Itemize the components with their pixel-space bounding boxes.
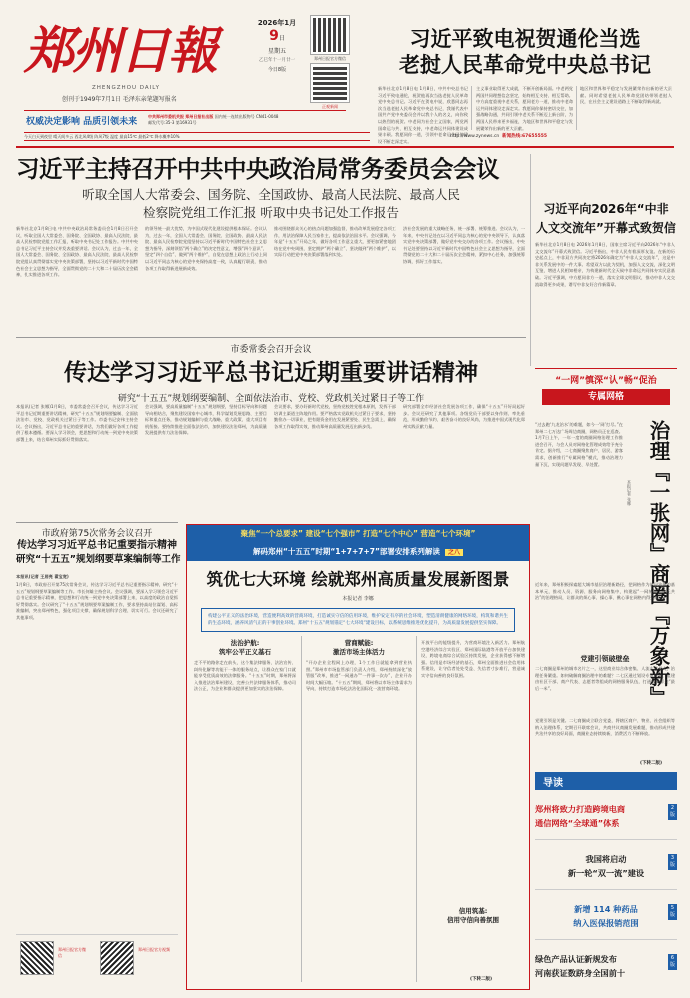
feature-banner-line2: 解码郑州“十五五”时期“1+7+7+7”部署安排系列解读 [252,547,440,556]
feature-intro: 构建公平正义的法治环境，营造便利高效的营商环境，打造诚实守信的信用环境，维护安定有序的社会环境，塑造清朗健康的网络环境，构筑和谐共生的生态环境，涵养风清气正的干事创业环境。郑州“十五五”规划锚定“七大环境”建设目标，以系统思维推进优化提升，为高质量发展提供坚实保障。 [201,608,515,632]
feature-sec1-sub: 筑牢公平正义基石 [219,648,271,656]
side-title-line2[interactable]: 人文交流年”开幕式致贺信 [536,221,676,235]
issue-number: 第16931号 [175,119,197,125]
publisher-strip [148,114,348,125]
feature-title[interactable]: 筑优七大环境 绘就郑州高质量发展新图景 [206,570,510,589]
page-count: 今日8版 [267,67,287,73]
guide-item-line2: 纳入医保报销范围 [573,918,639,928]
lead-col1: 新华社北京1月8日电 中共中央政治局常务委员会1月8日召开会议，听取全国人大常委会、国务院、全国政协、最高人民法院、最高人民检察院党组工作汇报，听取中央书记处工作报告。中共中央总书记习近平主持会议并发表重要讲话。会议认为，过去一年，全国人大常委会、国务院、全国政协、最高人民法院、最高人民检察院党组认真贯彻落实党中央决策部署，坚持以习近平新时代中国特色社会主义思想为指导，全面贯彻党的二十大和二十届历次全会精神，扎实推进各项工作。 [16,226,138,278]
column-party-sub: 党建引领破壁垒 [580,655,630,663]
side-story [535,200,677,238]
date-day: 9 [269,28,279,44]
feature-sec1-head [194,638,296,656]
gov-kicker: 市政府第75次常务会议召开 [41,529,153,539]
feature-sec2-title: 营商赋能: [344,639,374,647]
feature-more[interactable]: (下转二版) [470,977,493,982]
founded-line: 创刊于1949年7月1日 毛泽东亲笔题写报名 [62,96,177,103]
feature-banner-line1: 聚焦“一个总要求” 建设“七个强市” 打造“七个中心” 营造“七个环境” [240,529,476,538]
column-header [535,368,677,418]
weekday: 星期五 [267,48,286,55]
gov-byline: 本报讯(记者 王居亮 翟宝宽) [16,574,69,579]
guide-item-line1: 我国将启动 [585,854,627,864]
date-block [247,18,307,73]
qr-code-wechat[interactable] [311,16,349,54]
guide-item[interactable] [535,946,677,990]
lunar-date: 乙巳年十一月廿一 [259,58,295,63]
gov-title-line1[interactable]: 传达学习习近平总书记重要指示精神 [17,540,177,551]
column-tag: 专属网格 [542,389,670,405]
gov-qr-box [16,934,178,986]
side-story-body: 新华社北京1月8日电 2026年1月8日，国家主席习近平向2026年“中非人文交流年”开幕式致贺信。习近平指出，中非人民有着深厚友谊。在新的历史起点上，中非双方共同决定将2026年确定为“中非人文交流年”，这是中非关系发展中的一件大事。希望双方以此为契机，加强人文交流，深化文明互鉴，增进人民相知相亲，为构建新时代全天候中非命运共同体夯实民意基础。习近平强调，中方愿同非方一道，落实全球文明倡议，推动中非人文交流取得更多成果，谱写中非友好合作新篇章。 [535,242,675,287]
lead-subtitle-line1: 听取全国人大常委会、国务院、全国政协、最高人民法院、最高人民 [82,187,460,202]
guide-page-badge: 5 版 [669,905,675,918]
qr-code-zhengguan[interactable] [311,64,349,102]
meeting-story [16,342,526,404]
feature-banner-tag: 之八 [445,549,463,556]
logo-en: ZHENGZHOU DAILY [92,85,160,91]
qr-label-wechat: 郑州日报官方微信 [314,56,346,61]
weather-strip [24,132,370,141]
feature-sec3-title: 信用筑基: [458,907,488,915]
feature-banner [187,525,529,561]
guide-item[interactable] [535,846,677,890]
gov-qr-video[interactable] [100,941,134,975]
guide-item[interactable] [535,896,677,940]
column-body-1: “过去跑‘九龙治水’的难题，如今一‘网’打尽。”在郑州二七万达广场周边商圈，网格员正在巡查。1月7日上午，一年一度的商圈网格治理工作推进会召开，与会人员对网格化管理成效给予充分肯定。据介绍，二七商圈聚焦商户、居民、游客需求，创新推行“专属网格”模式，推动治理力量下沉，实现问题早发现、早处置。 [535,422,623,467]
logo-text: 郑州日報 [24,21,216,80]
lead-col4: 济社会发展的重大战略任务，统一部署、统筹推进。会议认为，一年来，中央书记处在以习近平同志为核心的党中央领导下，认真落实党中央决策部署，做好党中央交办的各项工作。会议指出，中央书记处要坚持以习近平新时代中国特色社会主义思想为指导，全面贯彻党的二十大和二十届历次全会精神，紧扣中心任务，加强统筹协调，抓好工作落实。 [403,226,525,264]
column-body-3: 二七商圈是郑州的城市名片之一，这里商业综合体密集、人流车流量大，治理任务繁重。如何破解商圈治理中的难题？二七区通过划设专属网格，组建由社区干部、商户代表、志愿者等组成的网格服务队伍，打通服务群众“最后一米”。 [535,666,675,691]
qr-label-zhengguan: 正观新闻 [322,104,338,109]
weather-text: 今天白天到夜里 晴天间多云 西北风4级 阵风7级 温度 最高15℃ 最低2℃ 降水概率10% [24,134,180,139]
guide-item-line2: 河南获证数跻身全国前十 [535,968,626,978]
top-story-col2: 主义事业取得更大成就，不断开创新局面。中老两党两国共同理想信念坚定，始终相互支持、相互帮助。中方高度重视中老关系，愿同老方一道，推动中老命运共同体建设走深走实。我愿同你保持密切交往，加强战略沟通，共同引领中老关系不断迈上新台阶，为两国人民带来更多福祉，为地区和世界和平稳定与发展繁荣作出新的更大贡献。 [476,86,573,131]
feature-sec3-head [421,906,525,924]
lead-story [16,152,526,222]
column-more[interactable]: (下转二版) [640,761,663,766]
gov-body: 1月8日，市政府召开第75次常务会议，传达学习习近平总书记重要指示精神，研究“十五五”规划纲要草案编制等工作。市长何雄主持会议。会议强调，要深入学习领会习近平总书记重要指示精神，把思想和行动统一到党中央决策部署上来，以高度的政治自觉抓好贯彻落实。会议研究了“十五五”规划纲要草案编制工作，要求坚持高站位谋划、高标准编制，突出郑州特色，强化项目支撑，确保规划科学合理、切实可行。会议还研究了其他事项。 [16,582,178,620]
feature-sec2-head [306,638,412,656]
lead-col2: 的领导统一最大优势，为中国式现代化建设提供根本保证。会议认为，过去一年，全国人大常委会、国务院、全国政协、最高人民法院、最高人民检察院党组坚持以习近平新时代中国特色社会主义思想为指导，深刻领悟“两个确立”的决定性意义，增强“四个意识”、坚定“四个自信”、做到“两个维护”，自觉在思想上政治上行动上同以习近平同志为核心的党中央保持高度一致，认真履行职责，推动各项工作取得新进展新成效。 [145,226,267,271]
column-body-2: 近年来，郑州积极探索超大城市基层治理新路径，把网格作为基层治理的基本单元，推动人员、资源、服务向网格集中，构建起“一网统管、多元共治”的治理格局，让群众的烦心事、操心事、揪心事在网格内得到解决。 [535,582,675,601]
meeting-col3: 会议要求，要办好新时代党校，坚持党校姓党根本原则，发挥干部培训主渠道主阵地作用。要严格落实党政机关过紧日子要求，坚持勤俭办一切事业，把有限资金用在发展紧要处、民生急需上，确保各项工作取得实效，推动郑州高质量发展迈出新步伐。 [274,404,396,429]
meeting-subtitle: 研究“十五五”规划纲要编制、全面依法治市、党校、党政机关过紧日子等工作 [117,394,425,404]
cn-number: 国内统一连续出版物号 CN41-0048 [214,114,279,119]
column-kicker: “一网”慎深“认”畅“促治 [555,376,657,386]
date-day-suffix: 日 [278,35,285,42]
meeting-kicker: 市委常委会召开会议 [230,345,312,355]
lead-subtitle-line2: 检察院党组工作汇报 听取中央书记处工作报告 [143,205,399,220]
guide-item-line2: 通信网络“全球通”体系 [535,818,620,828]
guide-item-line2: 新一轮“双一流”建设 [567,868,645,878]
top-story-title-line1[interactable]: 习近平致电祝贺通伦当选 [409,27,641,51]
gov-story [16,526,181,567]
gov-qr-wechat[interactable] [20,941,54,975]
side-title-line1[interactable]: 习近平向2026年“中非 [543,202,669,216]
guide-item-line1: 新增 114 种药品 [574,904,638,914]
feature-sec3-body: 开放平台的能级提升，为营商环境注入新活力。郑州航空港经济综合实验区、郑州国际陆港等开放平台加快建设，跨境电商综合试验区持续发展，企业获得感不断增强。信用是市场经济的基石，郑州全面推进社会信用体系建设，让守信者处处受益、失信者寸步难行，营造诚实守信向善的良好氛围。 [421,640,525,678]
date-year-month: 2026年1月 [257,19,297,27]
column-byline: 本报记者 张娜 [627,480,632,506]
hotline: 新闻热线:67655555 [502,134,548,139]
top-story-title-line2[interactable]: 老挝人民革命党中央总书记 [399,53,651,77]
website-link[interactable]: http://www.zynews.cn [450,134,500,139]
guide-title: 导读 [535,772,677,790]
feature-sec1-body: 走不平的路你走在前头，这个集法律服务、法治宣传、纠纷化解等功能于一体的服务站点，让群众在家门口就能享受优质高效的法律服务。“十五五”时期，郑州将深入推进法治郑州建设，完善公共法律服务体系，推动司法公正，为企业和群众提供更加坚实的法治保障。 [194,660,296,692]
guide-page-badge: 2 版 [669,805,675,818]
slogan: 权威决定影响 品质引领未来 [26,117,138,127]
column-body-4: 党建引领是关键。二七商圈成立联合党委，将辖区商户、物业、社会组织等纳入治理体系，定期召开联席会议，共商共议商圈发展难题，推动形成共建共治共享的良好局面，商圈业态持续焕新，消费活力不断释放。 [535,718,675,737]
meeting-title[interactable]: 传达学习习近平总书记近期重要讲话精神 [64,360,478,386]
guide-item-line1: 郑州将致力打造跨境电商 [535,804,626,814]
postal-code: 邮发代号:35-3 [148,119,175,125]
gov-qr-wechat-label: 郑州日报官方微信 [58,947,86,958]
feature-sec3-sub: 信用守信向善氛围 [447,916,499,924]
feature-byline: 本报记者 李娜 [342,596,374,602]
lead-col3: 推动围绕群众关心的热点问题加强监督，推动改革发展稳定各项工作，用法治保障人民当家作主，提高依法治国水平。会议强调，今年是“十五五”开局之年，做好各项工作意义重大，要更加紧密地团结在党中央周围，坚定拥护“两个确立”、坚决做到“两个维护”，以实际行动把党中央决策部署落到实处。 [274,226,396,258]
gov-qr-video-label: 郑州日报官方视频 [138,947,170,952]
publisher: 中共郑州市委机关报 郑州日报社出版 [148,114,214,119]
meeting-col1: 本报讯(记者 张娜)1月8日，市委常委会召开会议，传达学习习近平总书记近期重要讲话精神，研究“十五五”规划纲要编制、全面依法治市、党校、党政机关过紧日子等工作。市委书记安伟主持会议。会议指出，习近平总书记的重要讲话，为我们做好各项工作提供了根本遵循。要深入学习领会，把思想和行动统一到党中央决策部署上来，结合郑州实际抓好贯彻落实。 [16,404,138,442]
guide-item[interactable] [535,796,677,840]
guide-item-line1: 绿色产品认证新规发布 [535,954,617,964]
guide-panel [535,772,677,990]
feature-sec2-sub: 激活市场主体活力 [333,648,385,656]
lead-title[interactable]: 习近平主持召开中共中央政治局常务委员会会议 [16,155,499,183]
feature-sec1-title: 法治护航: [230,639,260,647]
meeting-col4: 研究部署全市经济社会发展各项工作，确保“十五五”开好局起好步。会议还研究了其他事项。各级党员干部要以身作则、率先垂范，形成勤俭节约、艰苦奋斗的良好风尚，为推进中国式现代化郑州实践贡献力量。 [403,404,525,429]
gov-title-line2[interactable]: 研究“十五五”规划纲要草案编制等工作 [16,554,181,565]
feature-sec2-body: “开办企业全程网上办理，1个工作日就能拿到营业执照。”郑州市市场监管部门负责人介绍，郑州持续深化“放管服”改革，推进“一网通办”“一件事一次办”，企业开办时间大幅压缩。“十五五”期间，郑州将以市场主体需求为导向，持续打造市场化法治化国际化一流营商环境。 [306,660,412,692]
guide-page-badge: 6 版 [669,955,675,968]
guide-page-badge: 3 版 [669,855,675,868]
top-story-col1: 新华社北京1月8日电 1月8日，中共中央总书记习近平致电通伦，祝贺他再次当选老挝人民革命党中央总书记。习近平在贺电中说，欣悉同志再次当选老挝人民革命党中央总书记，我谨代表中国共产党中央委员会并以我个人的名义，向你致以热烈的祝贺。中老同为社会主义国家，两党两国命运与共、相互支持，中老命运共同体建设成果丰硕。我愿同你一道，引领中老命运共同体建设不断走深走实。 [378,86,468,144]
top-story-col3: 地区和世界和平稳定与发展繁荣作出新的更大贡献。同时希望老挝人民革命党团结带领老挝人民，在社会主义建设道路上不断取得新成就。 [580,86,672,105]
logo [24,16,224,90]
meeting-col2: 会议强调，要高质量编制“十五五”规划纲要，坚持目标导向和问题导向相结合，聚焦建设国家中心城市，科学谋划发展思路、主要目标和重点任务，推动规划编制与重大战略、重大政策、重大项目有机衔接。要持续推进全面依法治市，加快建设法治郑州，为高质量发展提供有力法治保障。 [145,404,267,436]
column-vertical-title[interactable]: 治理『一张网』商圈『万象新』 [646,420,670,707]
